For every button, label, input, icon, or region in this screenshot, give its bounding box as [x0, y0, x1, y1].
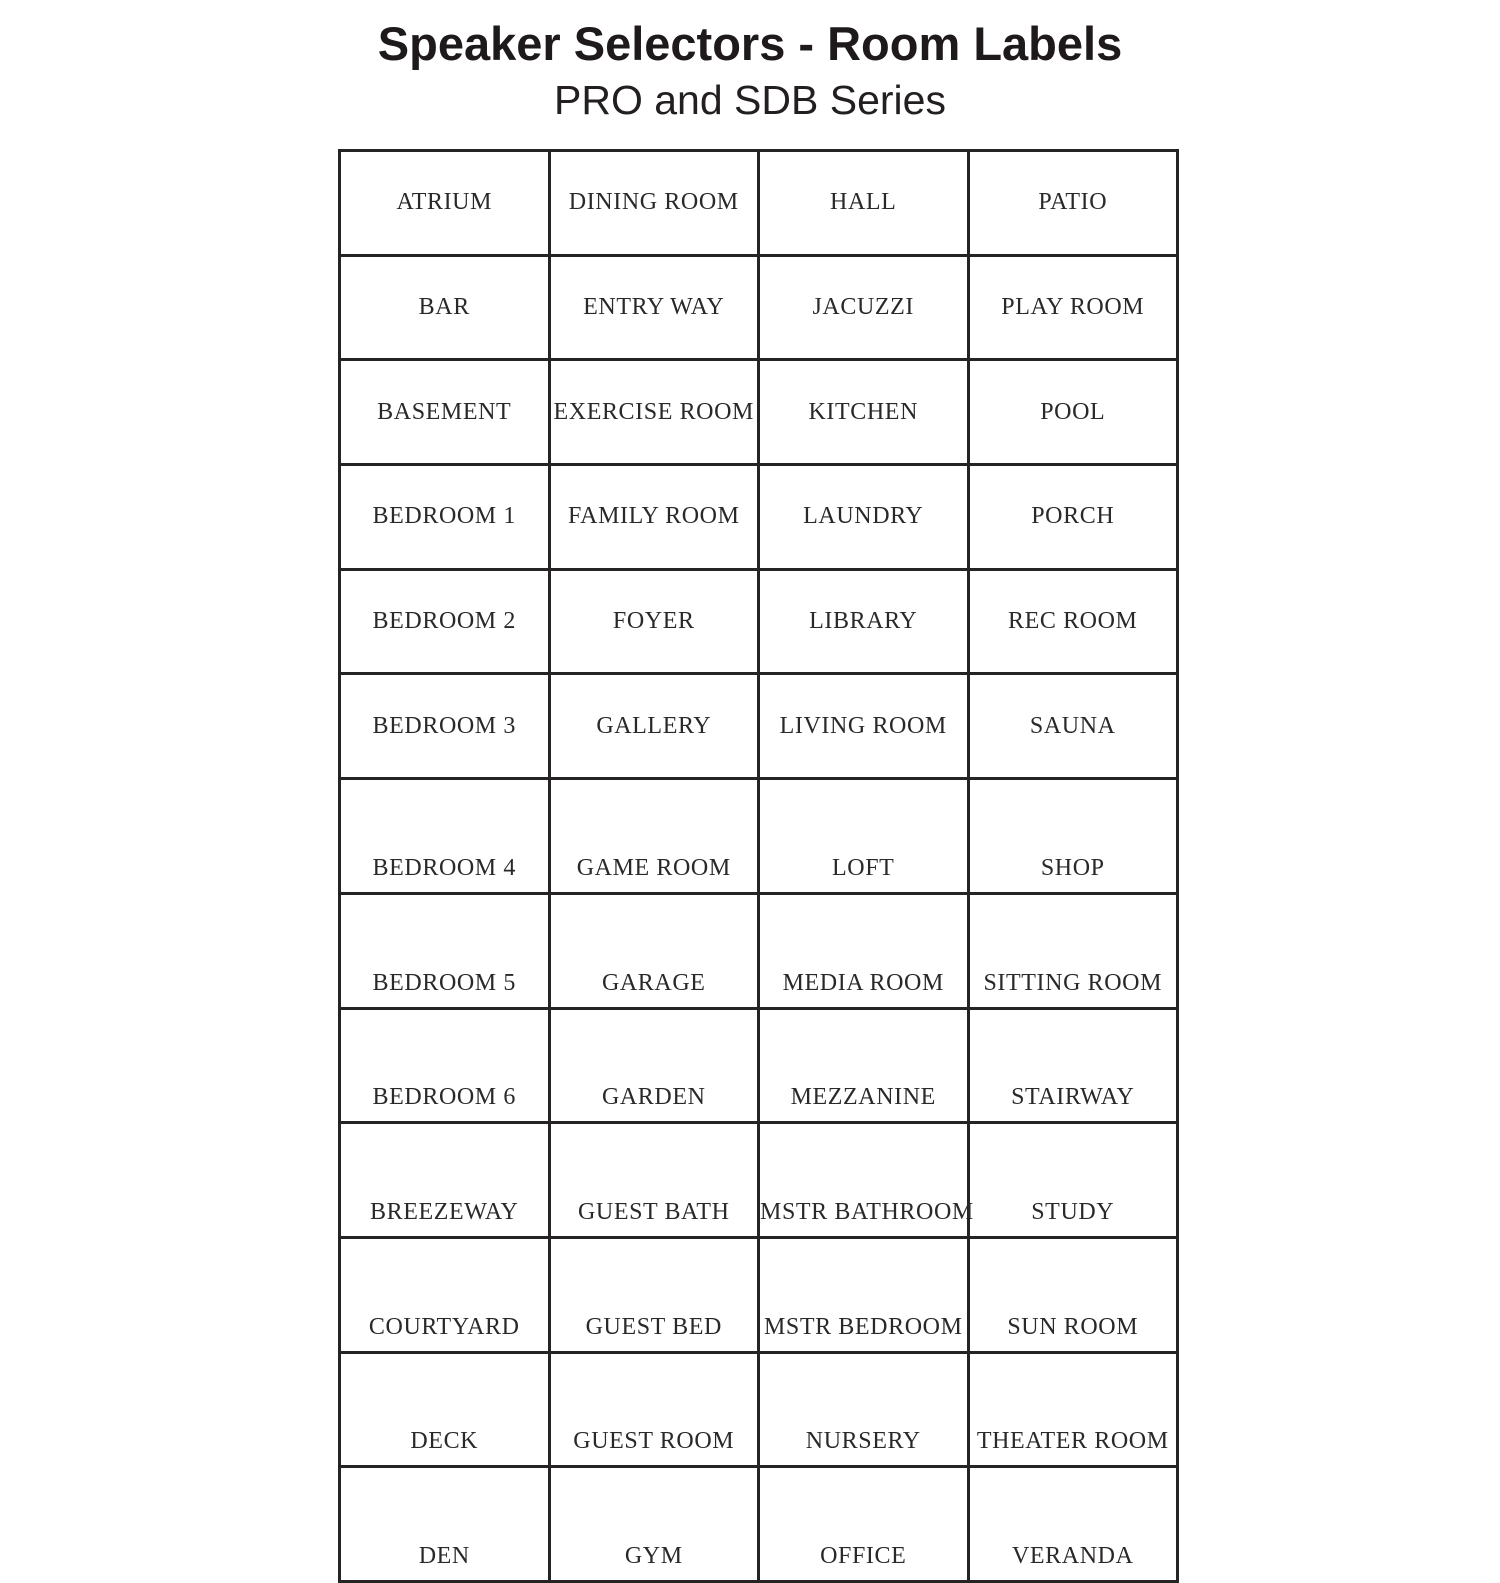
room-label-cell: LIBRARY: [759, 569, 969, 674]
room-label-cell: PATIO: [968, 151, 1178, 256]
room-label-cell: LAUNDRY: [759, 465, 969, 570]
table-row: [340, 1123, 1178, 1238]
table-row: [340, 1467, 1178, 1582]
room-label-cell: PORCH: [968, 465, 1178, 570]
room-label-cell: KITCHEN: [759, 360, 969, 465]
table-row: [340, 1008, 1178, 1123]
room-label-cell: HALL: [759, 151, 969, 256]
room-label-cell: MSTR BATHROOM: [759, 1123, 969, 1238]
room-label-cell: MEZZANINE: [759, 1008, 969, 1123]
room-label-cell: LIVING ROOM: [759, 674, 969, 779]
room-label-cell: ENTRY WAY: [549, 255, 759, 360]
room-label-cell: BEDROOM 5: [340, 893, 550, 1008]
room-label-cell: NURSERY: [759, 1352, 969, 1467]
room-label-cell: GUEST BED: [549, 1237, 759, 1352]
room-label-cell: BAR: [340, 255, 550, 360]
room-label-cell: BEDROOM 2: [340, 569, 550, 674]
room-label-cell: GALLERY: [549, 674, 759, 779]
room-label-cell: GUEST BATH: [549, 1123, 759, 1238]
room-label-cell: BEDROOM 6: [340, 1008, 550, 1123]
room-label-cell: GUEST ROOM: [549, 1352, 759, 1467]
room-label-cell: GARAGE: [549, 893, 759, 1008]
room-label-cell: SUN ROOM: [968, 1237, 1178, 1352]
table-row: [340, 151, 1178, 256]
room-labels-table-container: [338, 149, 1179, 1583]
room-label-cell: THEATER ROOM: [968, 1352, 1178, 1467]
table-row: [340, 465, 1178, 570]
room-label-cell: VERANDA: [968, 1467, 1178, 1582]
room-label-cell: FOYER: [549, 569, 759, 674]
room-label-cell: LOFT: [759, 779, 969, 894]
room-label-cell: GYM: [549, 1467, 759, 1582]
room-label-cell: BASEMENT: [340, 360, 550, 465]
room-label-cell: MEDIA ROOM: [759, 893, 969, 1008]
table-row: [340, 893, 1178, 1008]
room-label-cell: BREEZEWAY: [340, 1123, 550, 1238]
table-row: [340, 360, 1178, 465]
room-label-cell: JACUZZI: [759, 255, 969, 360]
room-label-cell: DECK: [340, 1352, 550, 1467]
room-label-cell: GARDEN: [549, 1008, 759, 1123]
room-label-cell: EXERCISE ROOM: [549, 360, 759, 465]
table-row: [340, 1352, 1178, 1467]
room-label-cell: DINING ROOM: [549, 151, 759, 256]
room-label-cell: STUDY: [968, 1123, 1178, 1238]
table-row: [340, 779, 1178, 894]
table-row: [340, 569, 1178, 674]
table-row: [340, 255, 1178, 360]
room-label-cell: SITTING ROOM: [968, 893, 1178, 1008]
room-table-body: [340, 151, 1178, 1582]
room-label-cell: SHOP: [968, 779, 1178, 894]
room-label-cell: MSTR BEDROOM: [759, 1237, 969, 1352]
room-label-cell: DEN: [340, 1467, 550, 1582]
room-label-cell: POOL: [968, 360, 1178, 465]
room-label-cell: STAIRWAY: [968, 1008, 1178, 1123]
room-labels-table: [338, 149, 1179, 1583]
room-label-cell: BEDROOM 3: [340, 674, 550, 779]
room-label-cell: OFFICE: [759, 1467, 969, 1582]
table-row: [340, 1237, 1178, 1352]
room-label-cell: REC ROOM: [968, 569, 1178, 674]
room-label-cell: BEDROOM 4: [340, 779, 550, 894]
table-row: [340, 674, 1178, 779]
room-label-cell: SAUNA: [968, 674, 1178, 779]
room-label-cell: BEDROOM 1: [340, 465, 550, 570]
room-label-cell: ATRIUM: [340, 151, 550, 256]
room-label-cell: GAME ROOM: [549, 779, 759, 894]
room-label-cell: FAMILY ROOM: [549, 465, 759, 570]
room-label-cell: PLAY ROOM: [968, 255, 1178, 360]
room-label-cell: COURTYARD: [340, 1237, 550, 1352]
page-header: [0, 16, 1500, 124]
page-subtitle: PRO and SDB Series: [554, 77, 946, 123]
page-title: Speaker Selectors - Room Labels: [377, 17, 1123, 70]
